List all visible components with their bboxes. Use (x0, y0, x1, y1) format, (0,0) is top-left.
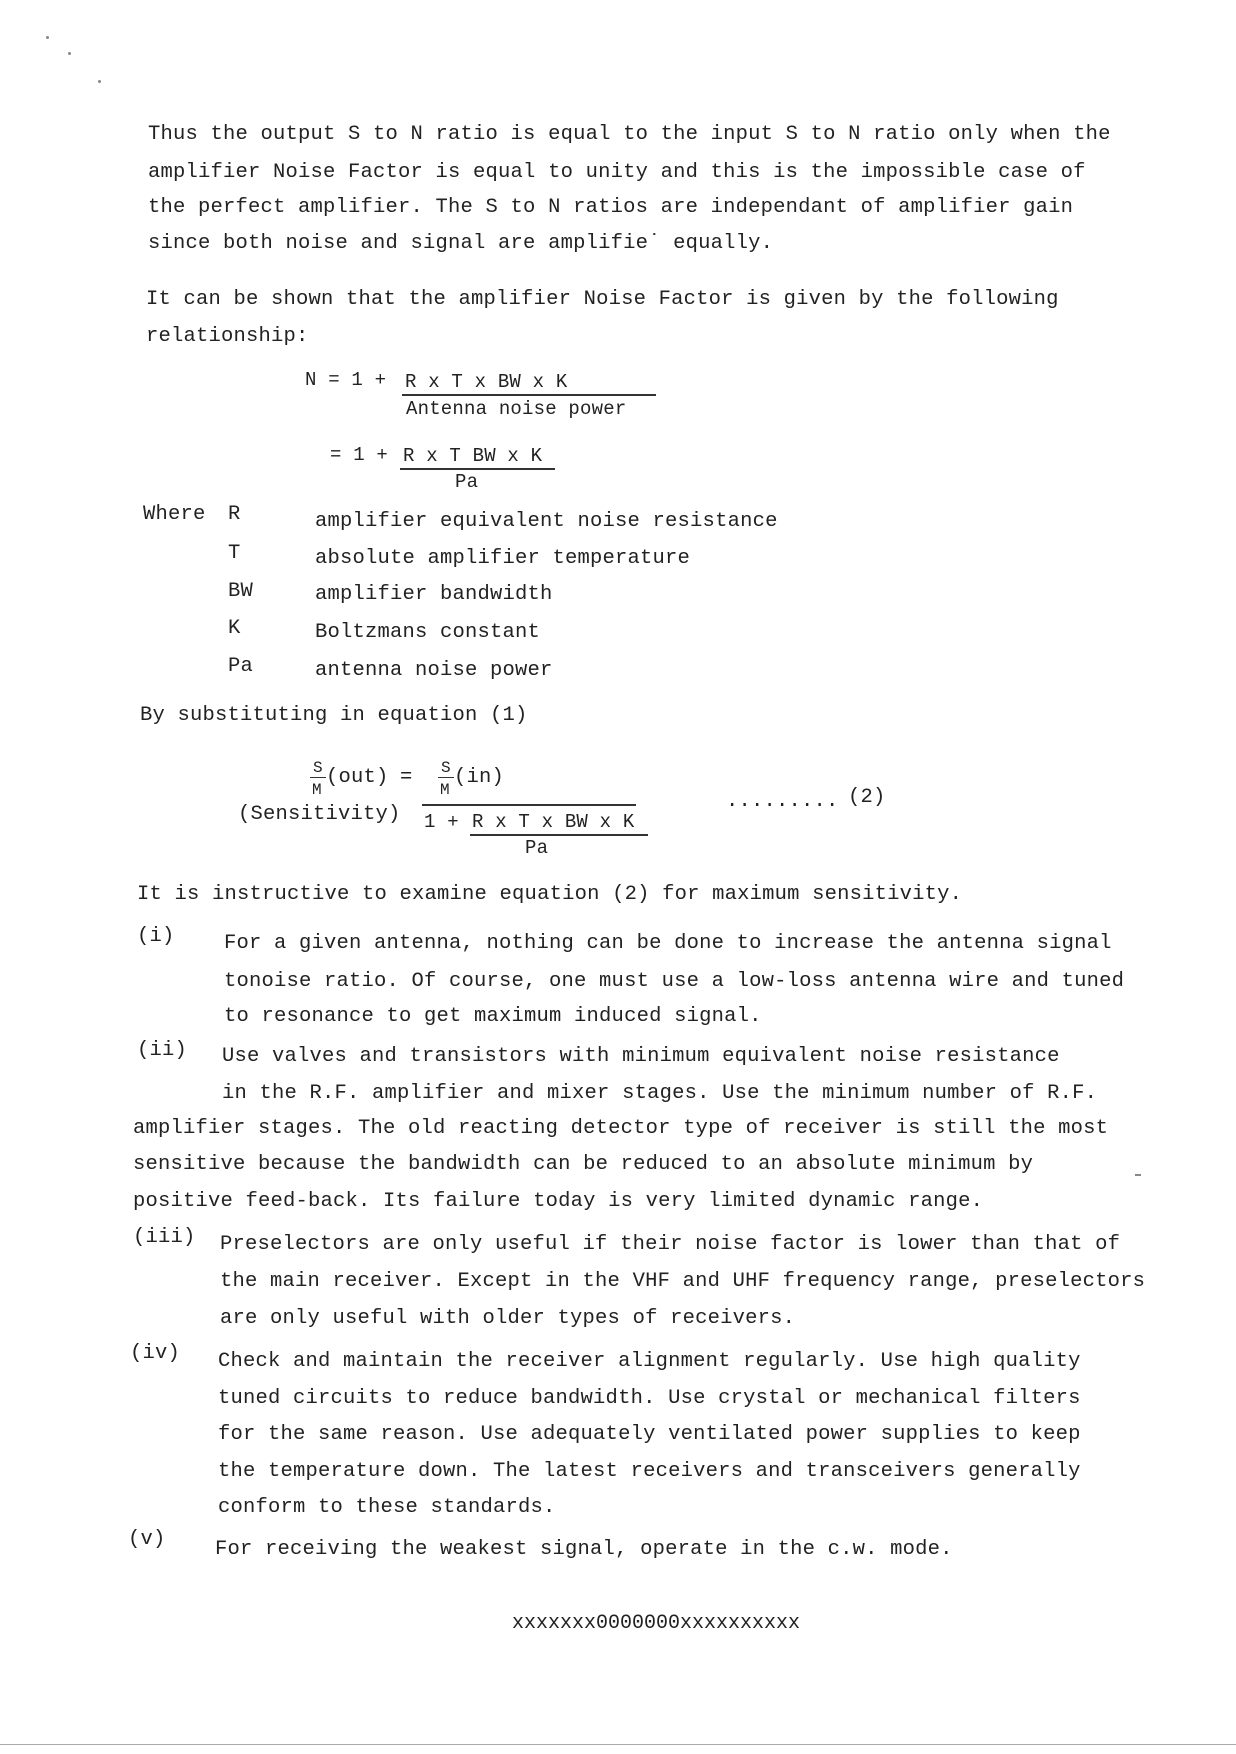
list-item-line: the main receiver. Except in the VHF and UHF frequency range, preselectors (220, 1270, 1146, 1293)
list-item-line: Preselectors are only useful if their noise factor is lower than that of (220, 1233, 1121, 1256)
definition-meaning: absolute amplifier temperature (315, 547, 691, 570)
list-item-line: to resonance to get maximum induced signal. (224, 1005, 762, 1028)
list-marker: (iii) (133, 1226, 196, 1249)
list-item-line: conform to these standards. (218, 1496, 556, 1519)
eq2-number-label: (2) (848, 786, 886, 809)
fraction-bar (422, 804, 636, 806)
definition-meaning: amplifier equivalent noise resistance (315, 510, 778, 533)
list-item-line: amplifier stages. The old reacting detector type of receiver is still the most (133, 1117, 1109, 1140)
eq2-in-s-denominator: M (440, 781, 450, 799)
eq2-s-denominator: M (312, 781, 322, 799)
paragraph-line: Thus the output S to N ratio is equal to the input S to N ratio only when the (148, 123, 1111, 146)
equation-lhs: N = 1 + (305, 369, 387, 391)
list-item-line: are only useful with older types of receivers. (220, 1307, 796, 1330)
equation-denominator: Antenna noise power (406, 398, 627, 420)
equation-numerator: R x T x BW x K (405, 371, 568, 393)
list-item-line: tonoise ratio. Of course, one must use a low-loss antenna wire and tuned (224, 970, 1125, 993)
scan-speck (98, 80, 101, 83)
scan-speck (1135, 1174, 1141, 1176)
definition-meaning: antenna noise power (315, 659, 553, 682)
paragraph-line: By substituting in equation (1) (140, 704, 528, 727)
list-item-line: For receiving the weakest signal, operate in the c.w. mode. (215, 1538, 953, 1561)
equation-numerator: R x T BW x K (403, 445, 543, 467)
fraction-bar (470, 834, 648, 836)
equation-denominator: Pa (455, 471, 479, 493)
list-marker: (v) (128, 1528, 166, 1551)
list-marker: (i) (137, 925, 175, 948)
eq2-out: (out) (326, 766, 389, 789)
definition-symbol: Pa (228, 655, 254, 678)
list-item-line: sensitive because the bandwidth can be reduced to an absolute minimum by (133, 1153, 1034, 1176)
list-item-line: tuned circuits to reduce bandwidth. Use crystal or mechanical filters (218, 1387, 1081, 1410)
list-item-line: for the same reason. Use adequately ventilated power supplies to keep (218, 1423, 1081, 1446)
eq2-denominator-prefix: 1 + (424, 811, 459, 833)
list-item-line: Use valves and transistors with minimum equivalent noise resistance (222, 1045, 1060, 1068)
list-marker: (ii) (137, 1039, 188, 1062)
paragraph-line: the perfect amplifier. The S to N ratios are independant of amplifier gain (148, 196, 1074, 219)
end-separator: xxxxxxx0000000xxxxxxxxxx (512, 1612, 801, 1635)
page-edge (0, 1744, 1236, 1745)
list-item-line: Check and maintain the receiver alignment regularly. Use high quality (218, 1350, 1081, 1373)
paragraph-line: It can be shown that the amplifier Noise Factor is given by the following (146, 288, 1059, 311)
scan-speck (46, 36, 49, 39)
paragraph-line: It is instructive to examine equation (2) for maximum sensitivity. (137, 883, 963, 906)
paragraph-line: amplifier Noise Factor is equal to unity and this is the impossible case of (148, 161, 1086, 184)
list-marker: (iv) (130, 1342, 181, 1365)
definition-symbol: K (228, 617, 241, 640)
list-item-line: positive feed-back. Its failure today is very limited dynamic range. (133, 1190, 984, 1213)
equation-lhs: = 1 + (330, 444, 389, 466)
definition-symbol: R (228, 503, 241, 526)
list-item-line: in the R.F. amplifier and mixer stages. Use the minimum number of R.F. (222, 1082, 1098, 1105)
paragraph-line: since both noise and signal are amplifie˙ equally. (148, 232, 774, 255)
eq2-denominator-denominator: Pa (525, 837, 549, 859)
eq2-in-s-numerator: S (441, 759, 451, 777)
eq2-in: (in) (454, 766, 505, 789)
definition-symbol: BW (228, 580, 254, 603)
definition-meaning: amplifier bandwidth (315, 583, 553, 606)
eq2-sensitivity-label: (Sensitivity) (238, 803, 401, 826)
eq2-s-numerator: S (313, 759, 323, 777)
list-item-line: For a given antenna, nothing can be done to increase the antenna signal (224, 932, 1112, 955)
where-label: Where (143, 503, 206, 526)
definition-symbol: T (228, 542, 241, 565)
eq2-equals: = (400, 766, 413, 789)
fraction-bar (402, 394, 656, 396)
paragraph-line: relationship: (146, 325, 309, 348)
scan-speck (68, 52, 71, 55)
eq2-denominator-numerator: R x T x BW x K (472, 811, 635, 833)
eq2-leader-dots: ......... (726, 790, 839, 813)
definition-meaning: Boltzmans constant (315, 621, 541, 644)
list-item-line: the temperature down. The latest receivers and transceivers generally (218, 1460, 1081, 1483)
